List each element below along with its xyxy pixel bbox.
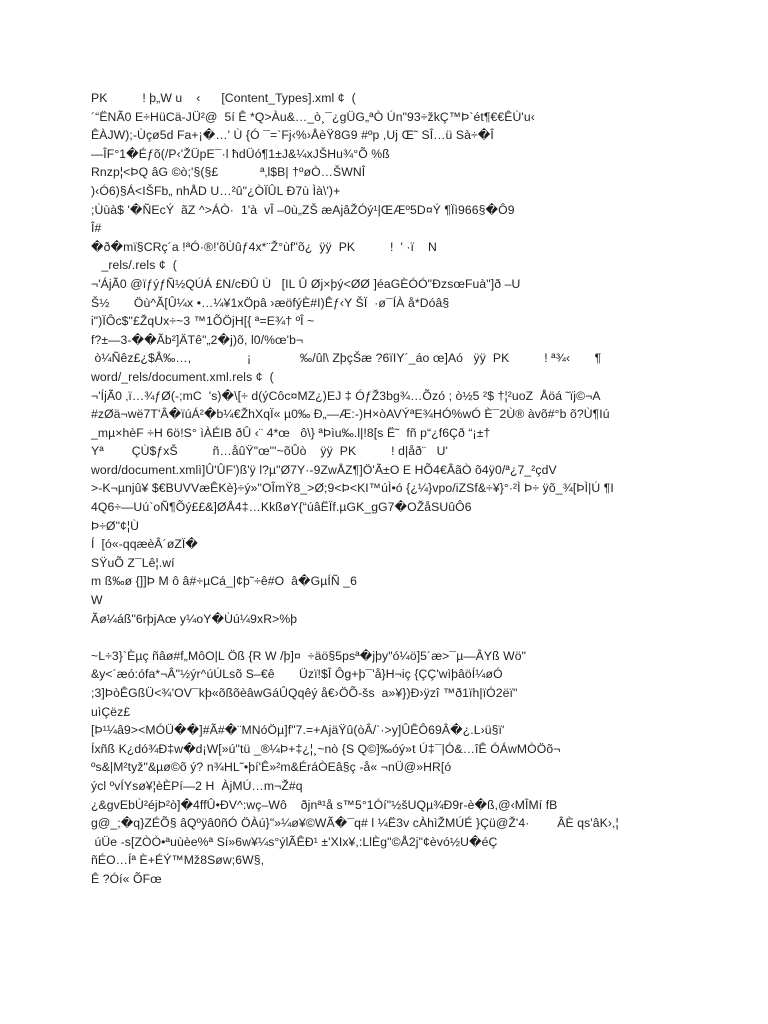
text-line: ýcl ºvÍYsø¥¦èÈPí—2 H ÀjMÚ…m¬Ž#q bbox=[91, 778, 303, 793]
text-line: SŸuÕ Z¯Lê¦.wí bbox=[91, 555, 175, 570]
text-line: —ÎF°1�Éƒõ(/P‹'ŽÜpE¯·l ħdÜó¶1±J&¼xJŠHu¾°Õ %ß bbox=[91, 146, 390, 161]
text-line: Íxñß K¿dó¾Ð‡w�d¡W[»ú"tü _®¼Þ+‡¿¦¸~nò {S Q©]‰óý»t Ú‡¯|Ó&…îÊ ÓÁwMÒÖõ¬ bbox=[91, 741, 561, 756]
text-line: ¬'ÁjÃ0 @ïƒýƒÑ½QÚÁ £N/cÐÛ Ù [IL Û Øj×þý<ØØ ]éaGÈÓÓ"ÐzsœFuà"]ð –U bbox=[91, 276, 521, 291]
text-line: >-K¬µnjû¥ $€BUVVæÊKè}÷ý»"OÎmŸ8_>Ø;9<Þ<KI™úÌ•ó {¿¼}vpo/iZSf&÷¥}°·²Ì Þ÷ ÿõ_¾[ÞÌ|Ú ¶I bbox=[91, 481, 614, 496]
text-line: PK ! þ„W u ‹ [Content_Types].xml ¢ ( bbox=[91, 91, 356, 105]
text-line: ºs&|M²tyž"&µø©õ ý? n¾HL˜•þí'Ê»²m&ÉráÒEâ§ç -å« ¬nÜ@»HR[ó bbox=[91, 760, 452, 775]
text-line: ÊÀJW);-Ùçø5d Fa+¡�…' Ù {Ó ¯=`Fj‹%›ÅèŸ8G9 #ºp ,Uj Œ˜ SÎ…ü Sà÷�Î bbox=[91, 128, 494, 143]
text-line: ~L÷3}`Èµç ñâø#f„MôO|L Öß {R W /þ]¤ ÷äö§5psª�jþy"ó¼ö]5´æ>¯µ—ÂYß Wö" bbox=[91, 648, 527, 663]
text-line: ;Ùùà$ '�ÑEcÝ ãZ ^>ÁÒ· 1'à vÎ –0ù„ZŠ æAjâŽÓý¹|ŒÆº5D¤Ý ¶Ïì966§�Ô9 bbox=[91, 202, 515, 217]
text-line: Þ÷Ø"¢¦Ù bbox=[91, 518, 140, 533]
text-line: Rnzp¦<ÞQ âG ©ò;'§(§£ ª‚l$B| †ºøÒ…ŠWNÎ bbox=[91, 165, 366, 180]
document-body bbox=[91, 89, 763, 889]
text-line: Ê ?Óí« ÕFœ bbox=[91, 871, 162, 886]
text-line: word/document.xmlì]Û'ÛF')ß'ÿ l?µ"Ø7Y·-9ZwÅZ¶]Ö'Ã±O E HÕ4€ÂãÒ õ4ÿ0/ª¿7_²çdV bbox=[91, 462, 557, 477]
text-line: ñÉO…Íª È+ÉÝ™Mž8Søw;6W§, bbox=[91, 853, 265, 868]
text-line: 4Q6÷—Uú`oÑ¶Õý££&]ØÅ4‡…KkßøY{“úâËÏf.µGK_gG7�OŽåSUûÔ6 bbox=[91, 500, 472, 515]
text-line: &y<´æó:ófa*¬Â"½ýr^úÚLsõ S–€ê Üzï!$Î Ôg+þ¯'å}H¬iç {ÇÇ'wìþâöÍ¼øÓ bbox=[91, 667, 503, 682]
text-line: _rels/.rels ¢ ( bbox=[91, 258, 177, 273]
text-line: m ß‰ø {]]Þ M ô â#÷µCá_|¢þ˜÷ê#O â�GµÍÑ _6 bbox=[91, 574, 357, 589]
text-line: _mµ×hèF ÷H 6ö!S° ìÀÉIB ðÛ ‹¨ 4*œ ô\} ªÞìu‰.l|!8[s Ë˜ fñ p“¿f6Çð “¡±† bbox=[91, 425, 491, 440]
text-line: [Þ¹¼â9><MÓÜ��]#Ã#�¨MNóÖµ]f"7.=+AjäŸû(òÂ/`·>y]ÛÊÔ69Â�¿.L›ü§ï' bbox=[91, 723, 505, 738]
text-line: Yª ÇÙ$ƒxŠ ñ…åûŸ"œ"'~õÛò ÿÿ PK ! d|åð¨ U' bbox=[91, 444, 448, 459]
text-line: g@_;�q}ZÉÕ§ âQºÿâ0ñÓ ÖÀú}"»¼ø¥©WÃ�¯q# l ¼Ë3v cÀhìŽMÚÉ }Çü@Ž'4· ÂÈ qs'âK›,¦ bbox=[91, 816, 619, 831]
text-line: Í [ó«-qqæèÂ´øZÏ� bbox=[91, 537, 198, 552]
text-line: ´“ËNÃ0 E÷HüCä-JÜ²@ 5í Ê *Q>Àu&…_ò¸¯¿gÜG„ªÒ Ún"93÷žkÇ™Þ`ét¶€€ÊÙ'u‹ bbox=[91, 109, 535, 124]
text-line: uìÇëz£ bbox=[91, 704, 131, 719]
text-line: ò¼Ñêz£¿$Å‰…, ¡ ‰/ûl\ ZþçŠæ ?6ïIY´_áo œ]Aó ÿÿ PK ! ª¾‹ ¶ bbox=[91, 351, 602, 366]
text-line: i")ÏÔc$"£ŽqUx÷~3 ™1ÕÖjH[{ ª=E¾† ºÎ ~ bbox=[91, 314, 315, 329]
text-line: ¿&gvEbÙ²éjÞ²ò]�4ffÛ•ÐV^:wç–Wô ðjnª¹å s™5°1Óí"½šUQµ¾Ð9r-è�ß,@‹MÎMí fB bbox=[91, 797, 558, 812]
text-line: Ãø¼áß"6rþjAœ y¼oY�Ùú¼9xR>%þ bbox=[91, 611, 298, 626]
text-line: W bbox=[91, 593, 103, 608]
text-line: )‹Ó6)§Á<IŠFb„ nhÅD U…²û"¿ÒÏÛL Ð7ù Ìà\')+ bbox=[91, 183, 341, 198]
text-line: ;3]ÞòÊGßÜ<¾'OV¯kþ«õßõèâwGáÛQqêý å€›ÖÕ-šs a»¥})Ð›ÿzî ™ð1ïh|ïÓ2ëï" bbox=[91, 686, 518, 700]
text-line: Î# bbox=[91, 221, 102, 236]
text-line: #zØä¬wë7T'Â�ïúÁ²�b¼€ŽhXqÏ« µ0‰ Ð„—Æ:-)H×òAVÝªE¾HÓ%wÓ È¯2Ù® àvõ#°b õ?Ù¶Iú bbox=[91, 407, 610, 422]
text-line: Š½ Öù^Ã[Û¼x •…¼¥1xÖpâ ›æöfýÈ#I)Êƒ‹Y ŠÏ ·ø¯ÍÀ å*Dóâ§ bbox=[91, 295, 450, 310]
text-line bbox=[91, 628, 763, 647]
text-line: �ð�mï§CRç´a !ªÓ·®!'õÙûƒ4x*¨Ž°ùf"õ¿ ÿÿ PK ! ' ·ï N bbox=[91, 239, 437, 254]
text-line: úÜe -s[ZÒÒ•ªuùèe%ª Sí»6w¥¼s°ýlÃÊÐ¹ ±'XIx¥,:LlÈg"©Å2j"¢èvó½U�éÇ bbox=[91, 834, 498, 849]
text-line: word/_rels/document.xml.rels ¢ ( bbox=[91, 369, 274, 384]
text-line: f?±—3-��Ãb²]ÄTê"„2�j)õ, l0/%œ'b¬ bbox=[91, 332, 304, 347]
text-line: ¬'ÍjÃ0 ‚ï…¾ƒØ(-;mC 's)�\[÷ d(ýCôc¤MZ¿)EJ ‡ ÓƒŽ3bg¾…Õzó ; ò½5 ²$ †¦²uoZ Åöá ˜ïj©¬A bbox=[91, 388, 601, 403]
